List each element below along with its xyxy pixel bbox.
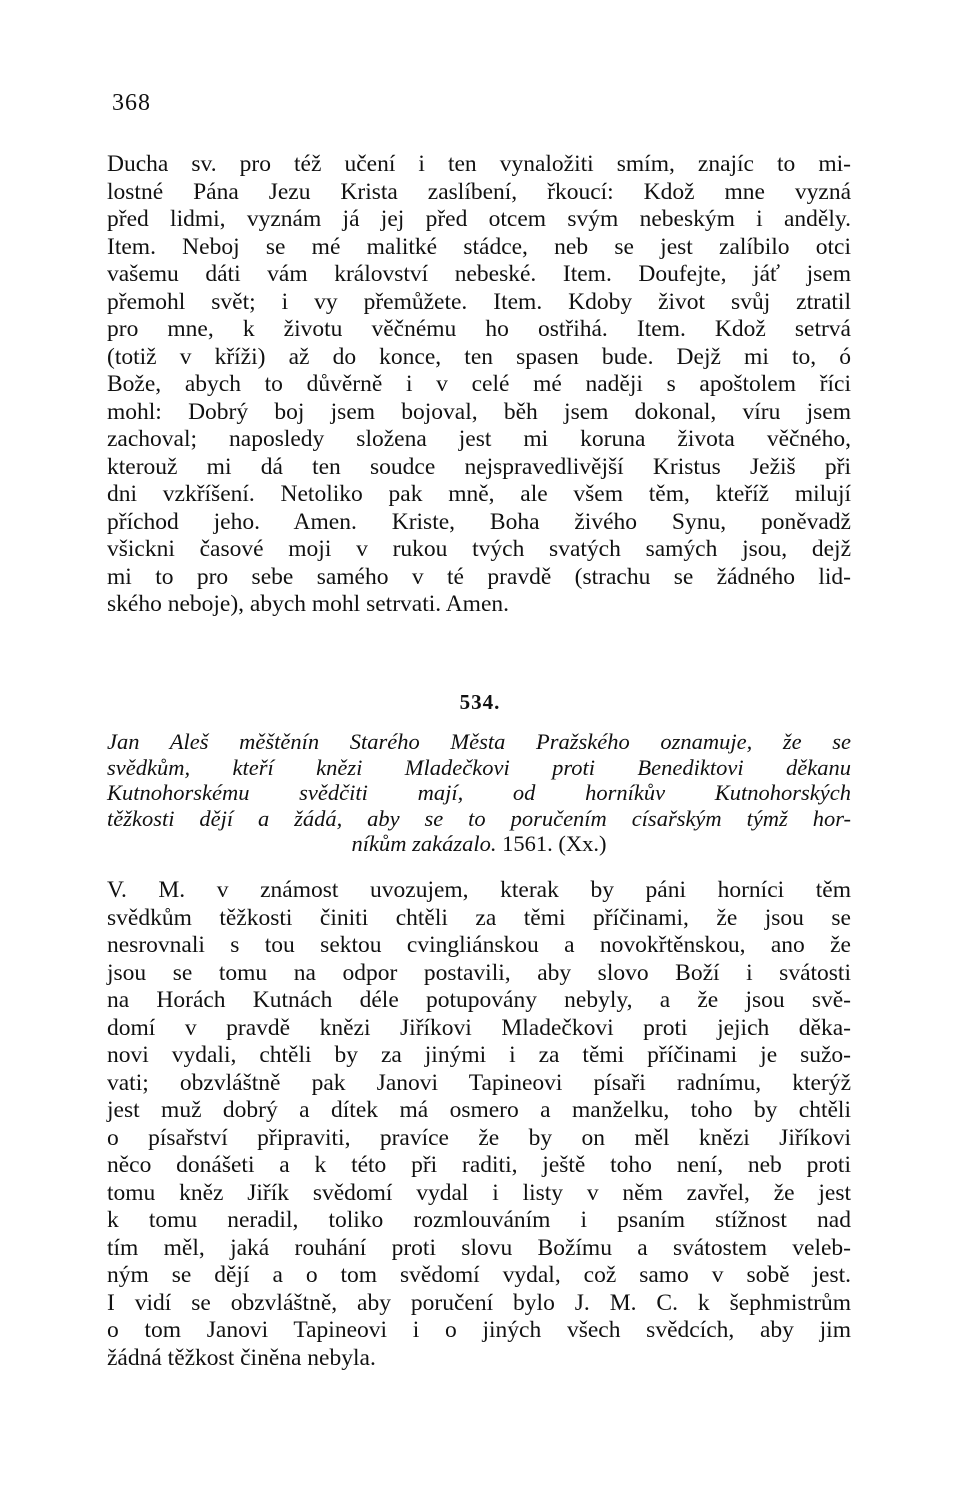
text-line: ského neboje), abych mohl setrvati. Amen. — [107, 591, 510, 617]
text-line: jsou se tomu na odpor postavili, aby slovo Boží i svátosti — [107, 959, 851, 986]
text-line: Bože, abych to důvěrně i v celé mé naději s apoštolem říci — [107, 371, 851, 397]
text-line: novi vydali, chtěli by za jinými i za těmi příčinami je sužo- — [107, 1042, 851, 1068]
text-line: o písařství připraviti, pravíce že by on měl knězi Jiříkovi — [107, 1124, 851, 1151]
text-line: tím měl, jaká rouhání proti slovu Božímu a svátostem veleb- — [107, 1234, 851, 1261]
heading-last-text: níkům zakázalo. — [351, 831, 497, 856]
text-line: nesrovnali s tou sektou cvingliánskou a novokřtěnskou, ano že — [107, 932, 851, 958]
text-line: mi to pro sebe samého v té pravdě (strachu se žádného lid- — [107, 563, 851, 590]
page-number: 368 — [112, 90, 151, 116]
heading-line: Jan Aleš měštěnín Starého Města Pražského oznamuje, že se — [107, 729, 851, 754]
text-line: tomu kněz Jiřík svědomí vydal i listy v něm zavřel, že jest — [107, 1179, 851, 1206]
heading-date: 1561. (Xx.) — [502, 831, 607, 856]
document-body-text — [107, 877, 851, 1372]
text-line: lostné Pána Jezu Krista zaslíbení, řkoucí: Kdož mne vyzná — [107, 178, 851, 205]
text-line: domí v pravdě knězi Jiříkovi Mladečkovi proti jejich děka- — [107, 1014, 851, 1041]
text-line: ným se dějí a o tom svědomí vydal, což samo v sobě jest. — [107, 1262, 851, 1288]
document-heading — [107, 729, 851, 857]
heading-line: svědkům, kteří knězi Mladečkovi proti Benediktovi děkanu — [107, 754, 851, 780]
text-line: všickni časové moji v rukou tvých svatých samých jsou, dejž — [107, 536, 851, 562]
heading-line: těžkosti dějí a žádá, aby se to poručením císařským týmž hor- — [107, 805, 851, 831]
document-number: 534. — [459, 690, 501, 714]
text-line: přemohl svět; i vy přemůžete. Item. Kdoby život svůj ztratil — [107, 288, 851, 315]
text-line: pro mne, k životu věčnému ho ostřihá. Item. Kdož setrvá — [107, 316, 851, 342]
heading-line: Kutnohorskému svědčiti mají, od horníkův Kutnohorských — [107, 780, 851, 805]
text-line: příchod jeho. Amen. Kriste, Boha živého Synu, poněvadž — [107, 508, 851, 535]
text-line: vašemu dáti vám království nebeské. Item. Doufejte, jáť jsem — [107, 261, 851, 287]
text-line: něco donášeti a k této při raditi, ještě toho není, neb proti — [107, 1152, 851, 1178]
text-line: žádná těžkost činěna nebyla. — [107, 1344, 376, 1371]
text-line: kterouž mi dá ten soudce nejspravedlivější Kristus Ježiš při — [107, 453, 851, 480]
text-line: Ducha sv. pro též učení i ten vynaložiti smím, znajíc to mi- — [107, 151, 851, 177]
text-line: Item. Neboj se mé malitké stádce, neb se jest zalíbilo otci — [107, 233, 851, 260]
text-line: svědkům těžkosti činiti chtěli za těmi příčinami, že jsou se — [107, 904, 851, 931]
text-line: mohl: Dobrý boj jsem bojoval, běh jsem dokonal, víru jsem — [107, 398, 851, 425]
text-line: (totiž v kříži) až do konce, ten spasen bude. Dejž mi to, ó — [107, 343, 851, 370]
text-line: k tomu neradil, toliko rozmlouváním i psaním stížnost nad — [107, 1207, 851, 1233]
text-line: zachoval; naposledy složena jest mi koruna života věčného, — [107, 426, 851, 452]
text-line: před lidmi, vyznám já jej před otcem svým nebeským i anděly. — [107, 206, 851, 232]
text-line: vati; obzvláštně pak Janovi Tapineovi písaři radnímu, kterýž — [107, 1069, 851, 1096]
body-text-continued — [107, 151, 851, 619]
heading-line-last — [107, 831, 851, 857]
text-line: o tom Janovi Tapineovi i o jiných všech svědcích, aby jim — [107, 1317, 851, 1343]
text-line: na Horách Kutnách déle potupovány nebyly, a že jsou svě- — [107, 987, 851, 1013]
text-line: V. M. v známost uvozujem, kterak by páni horníci těm — [107, 877, 851, 903]
text-line: dni vzkříšení. Netoliko pak mně, ale všem těm, kteříž milují — [107, 481, 851, 507]
text-line: I vidí se obzvláštně, aby poručení bylo J. M. C. k šephmistrům — [107, 1289, 851, 1316]
text-line: jest muž dobrý a dítek má osmero a manželku, toho by chtěli — [107, 1097, 851, 1123]
